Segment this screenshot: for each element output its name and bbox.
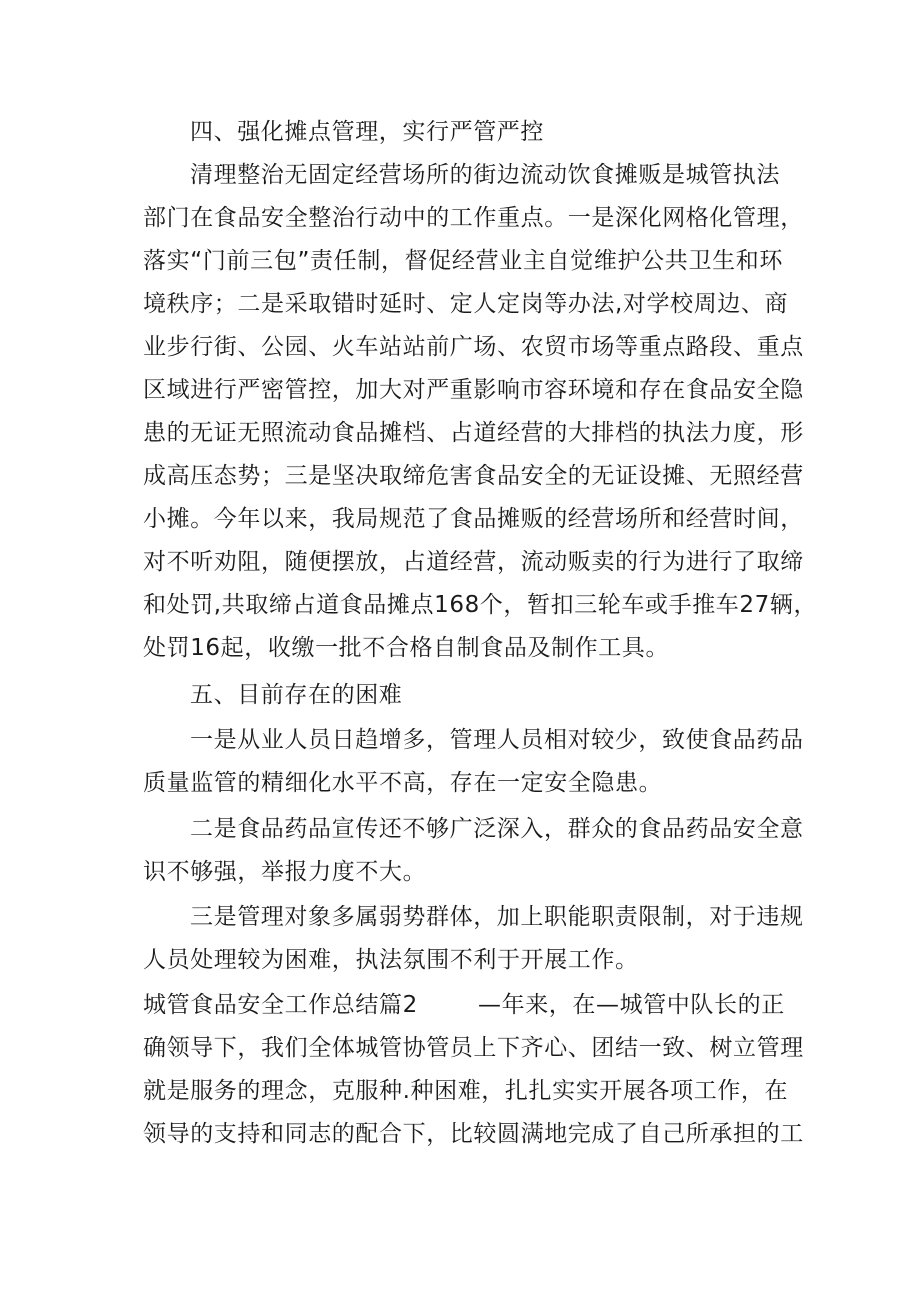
article-two-line: 就是服务的理念，克服种.种困难，扎扎实实开展各项工作，在 — [143, 1078, 789, 1104]
section-four-paragraph-line: 业步行街、公园、火车站站前广场、农贸市场等重点路段、重点 — [143, 334, 804, 360]
difficulty-one-line: 质量监管的精细化水平不高，存在一定安全隐患。 — [143, 770, 663, 796]
article-two-line: 领导的支持和同志的配合下，比较圆满地完成了自己所承担的工 — [143, 1121, 804, 1147]
section-four-paragraph-line: 部门在食品安全整治行动中的工作重点。一是深化网格化管理， — [143, 205, 804, 231]
difficulty-two-line: 识不够强，举报力度不大。 — [143, 859, 427, 885]
section-five-heading: 五、目前存在的困难 — [190, 682, 403, 708]
section-four-heading: 四、强化摊点管理，实行严管严控 — [190, 119, 544, 145]
article-two-line: 确领导下，我们全体城管协管员上下齐心、团结一致、树立管理 — [143, 1035, 804, 1061]
difficulty-three-line: 人员处理较为困难，执法氛围不利于开展工作。 — [143, 947, 639, 973]
section-four-paragraph-line: 处罚16起，收缴一批不合格自制食品及制作工具。 — [143, 635, 670, 661]
article-two-title: 城管食品安全工作总结篇2 — [143, 992, 418, 1018]
section-four-paragraph-line: 落实“门前三包”责任制，督促经营业主自觉维护公共卫生和环 — [143, 248, 783, 274]
section-four-paragraph-line: 境秩序；二是采取错时延时、定人定岗等办法,对学校周边、商 — [143, 291, 789, 317]
section-four-paragraph-line: 和处罚,共取缔占道食品摊点168个，暂扣三轮车或手推车27辆， — [143, 592, 818, 618]
difficulty-two-line: 二是食品药品宣传还不够广泛深入，群众的食品药品安全意 — [190, 816, 804, 842]
article-two-first-line — [143, 983, 783, 1027]
section-four-paragraph-line: 清理整治无固定经营场所的街边流动饮食摊贩是城管执法 — [190, 162, 780, 188]
section-four-paragraph-line: 小摊。今年以来，我局规范了食品摊贩的经营场所和经营时间， — [143, 506, 804, 532]
section-four-paragraph-line: 对不听劝阻，随便摆放，占道经营，流动贩卖的行为进行了取缔 — [143, 549, 804, 575]
section-four-paragraph-line: 患的无证无照流动食品摊档、占道经营的大排档的执法力度，形 — [143, 420, 804, 446]
article-two-opening-text: —年来，在—城管中队长的正 — [478, 992, 785, 1018]
difficulty-one-line: 一是从业人员日趋增多，管理人员相对较少，致使食品药品 — [190, 727, 804, 753]
difficulty-three-line: 三是管理对象多属弱势群体，加上职能职责限制，对于违规 — [190, 904, 804, 930]
section-four-paragraph-line: 成高压态势；三是坚决取缔危害食品安全的无证设摊、无照经营 — [143, 463, 804, 489]
section-four-paragraph-line: 区域进行严密管控，加大对严重影响市容环境和存在食品安全隐 — [143, 377, 804, 403]
